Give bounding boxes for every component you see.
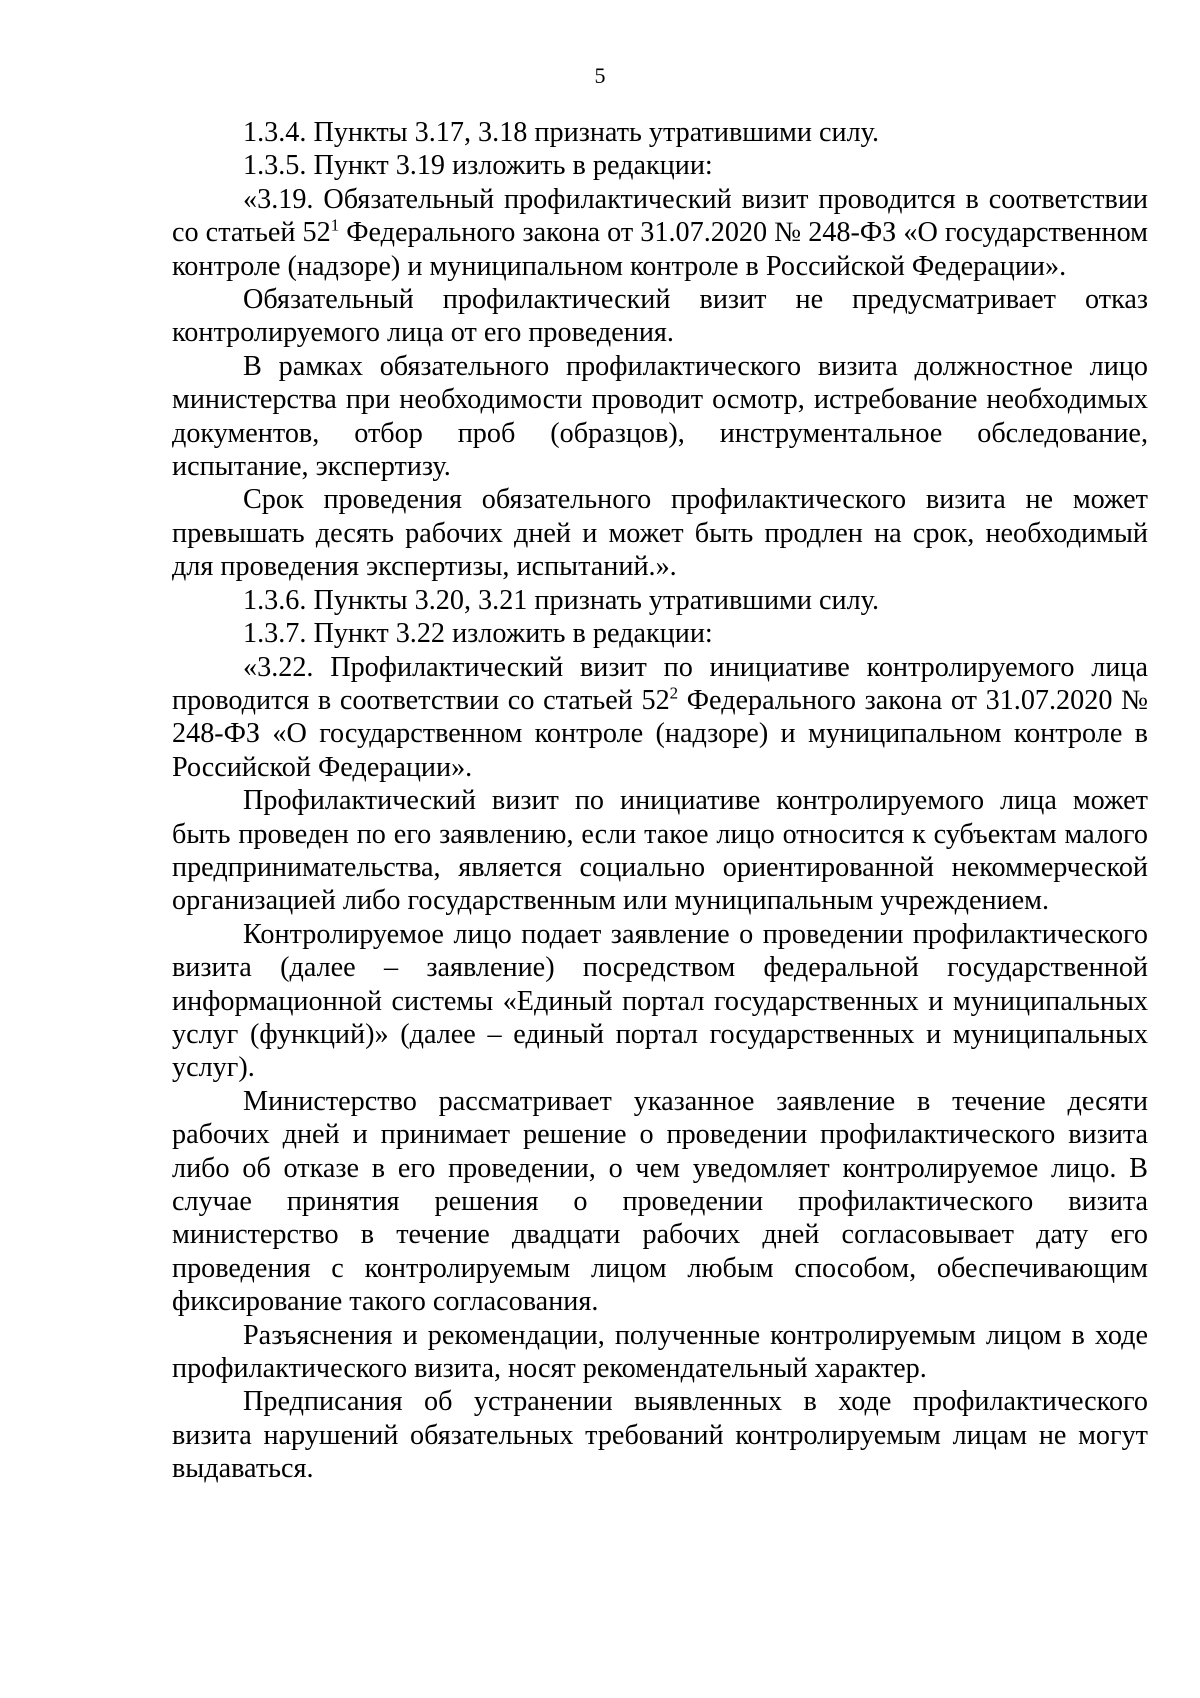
paragraph-recommendations: Разъяснения и рекомендации, полученные контролируемым лицом в ходе профилактического визита, носят рекомендательный характер. [172,1319,1148,1385]
paragraph-1-3-6: 1.3.6. Пункты 3.20, 3.21 признать утратившими силу. [243,584,879,616]
paragraph-visit-duration: Срок проведения обязательного профилактического визита не может превышать десять рабочих дней и может быть продлен на срок, необходимый для проведения экспертизы, испытаний.». [172,484,1148,583]
paragraph-3-22-text-a: «3.22. Профилактический визит по инициативе контролируемого лица проводится в соответствии со статьей 52 [172,651,1148,716]
document-body [172,116,1148,1486]
paragraph-1-3-4: 1.3.4. Пункты 3.17, 3.18 признать утратившими силу. [243,117,879,148]
paragraph-3-22-text-b: Федерального закона от 31.07.2020 № 248-ФЗ «О государственном контроле (надзоре) и муниципальном контроле в Российской Федерации». [172,684,1148,783]
paragraph-3-19-text-b: Федерального закона от 31.07.2020 № 248-ФЗ «О государственном контроле (надзоре) и муниципальном контроле в Российской Федерации». [172,217,1148,282]
paragraph-inspection-actions: В рамках обязательного профилактического визита должностное лицо министерства при необходимости проводит осмотр, истребование необходимых документов, отбор проб (образцов), инструментальное обследование, испытание, экспертизу. [172,350,1148,483]
paragraph-3-19 [172,183,1148,283]
superscript-1: 1 [330,215,340,235]
paragraph-1-3-7: 1.3.7. Пункт 3.22 изложить в редакции: [243,618,713,650]
paragraph-prescriptions: Предписания об устранении выявленных в ходе профилактического визита нарушений обязательных требований контролируемым лицам не могут выдаваться. [172,1386,1148,1485]
paragraph-application: Контролируемое лицо подает заявление о проведении профилактического визита (далее – заявление) посредством федеральной государственной информационной системы «Единый портал государственных и муниципальных услуг (функций)» (далее – единый портал государственных и муниципальных услуг). [172,918,1148,1084]
paragraph-3-19-text-a: «3.19. Обязательный профилактический визит проводится в соответствии со статьей 52 [172,183,1148,249]
paragraph-3-22 [172,651,1148,785]
superscript-2: 2 [669,683,679,703]
paragraph-1-3-5: 1.3.5. Пункт 3.19 изложить в редакции: [243,150,713,182]
paragraph-initiative-visit: Профилактический визит по инициативе контролируемого лица может быть проведен по его заявлению, если такое лицо относится к субъектам малого предпринимательства, является социально ориентированной некоммерческой организацией либо государственным или муниципальным учреждением. [172,785,1148,917]
page-number: 5 [594,63,606,88]
paragraph-no-refusal: Обязательный профилактический визит не предусматривает отказ контролируемого лица от его проведения. [172,284,1148,349]
paragraph-ministry-review: Министерство рассматривает указанное заявление в течение десяти рабочих дней и принимает решение о проведении профилактического визита либо об отказе в его проведении, о чем уведомляет контролируемое лицо. В случае принятия решения о проведении профилактического визита министерство в течение двадцати рабочих дней согласовывает дату его проведения с контролируемым лицом любым способом, обеспечивающим фиксирование такого согласования. [172,1085,1148,1318]
